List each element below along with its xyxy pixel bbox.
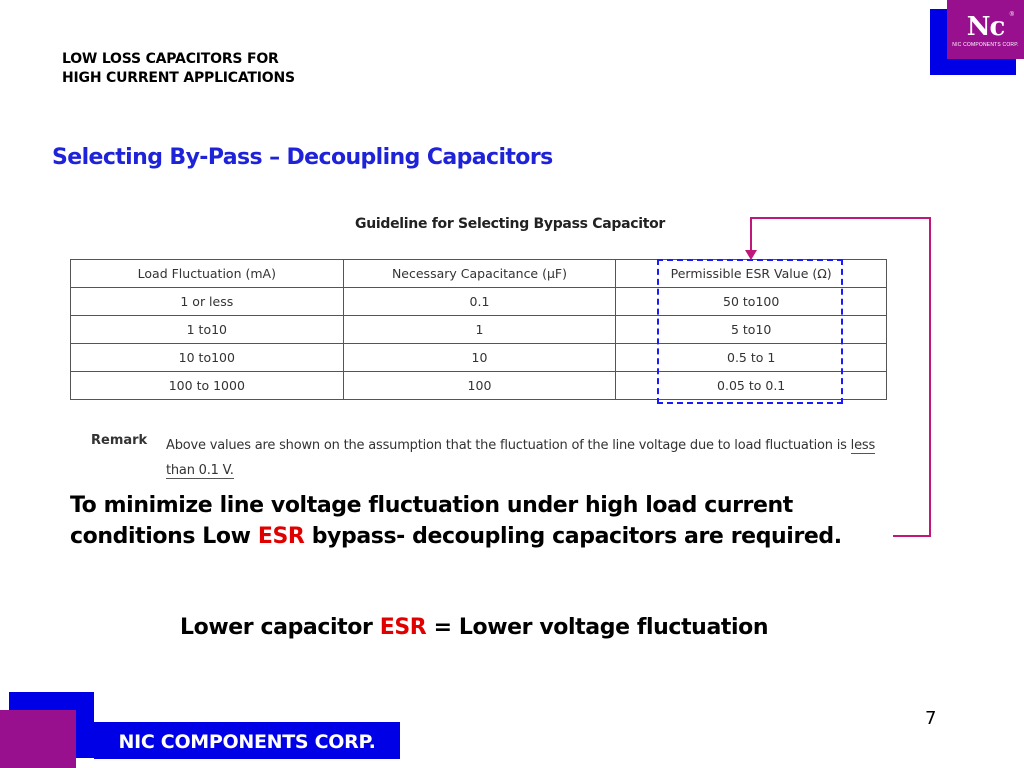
header-necessary-capacitance: Necessary Capacitance (μF) [343,260,616,288]
main-line-2-start: conditions Low [70,524,258,549]
table-cell: 100 [343,372,616,400]
formula-end: = Lower voltage fluctuation [426,615,769,640]
slide-title: Selecting By-Pass – Decoupling Capacitors [52,145,553,170]
formula-statement [180,615,768,640]
table-cell: 0.05 to 0.1 [616,372,887,400]
main-line-2 [70,521,842,552]
table-cell: 1 to10 [71,316,344,344]
registered-mark: ® [1009,12,1014,18]
table-cell: 10 to100 [71,344,344,372]
formula-esr-highlight: ESR [379,615,427,640]
table-cell: 1 or less [71,288,344,316]
main-line-2-end: bypass- decoupling capacitors are required. [304,524,842,549]
table-cell: 50 to100 [616,288,887,316]
table-caption: Guideline for Selecting Bypass Capacitor [355,216,666,232]
footer-purple-square [0,710,76,768]
header-load-fluctuation: Load Fluctuation (mA) [71,260,344,288]
page-number: 7 [925,708,937,729]
main-line-1: To minimize line voltage fluctuation under high load current [70,493,793,518]
nic-logo [947,0,1024,59]
table-cell: 10 [343,344,616,372]
main-statement [70,490,842,552]
esr-column-highlight [657,259,843,404]
remark-label: Remark [91,433,148,448]
header-permissible-esr: Permissible ESR Value (Ω) [616,260,887,288]
table-cell: 0.1 [343,288,616,316]
remark-text-main: Above values are shown on the assumption that the fluctuation of the line voltage due to load fluctuation is [166,438,851,453]
logo-mark: Nc [966,12,1005,42]
header-title [62,50,295,88]
header-line-2: HIGH CURRENT APPLICATIONS [62,70,295,86]
table-cell: 5 to10 [616,316,887,344]
logo-small-text: NIC COMPONENTS CORP. [952,42,1019,48]
table-cell: 100 to 1000 [71,372,344,400]
esr-highlight: ESR [257,524,305,549]
remark-text [166,433,896,483]
remark-text-underlined: less than 0.1 V. [166,438,876,478]
table-cell: 1 [343,316,616,344]
table-cell: 0.5 to 1 [616,344,887,372]
footer-company-name: NIC COMPONENTS CORP. [94,722,400,759]
header-line-1: LOW LOSS CAPACITORS FOR [62,51,279,67]
formula-start: Lower capacitor [180,615,380,640]
